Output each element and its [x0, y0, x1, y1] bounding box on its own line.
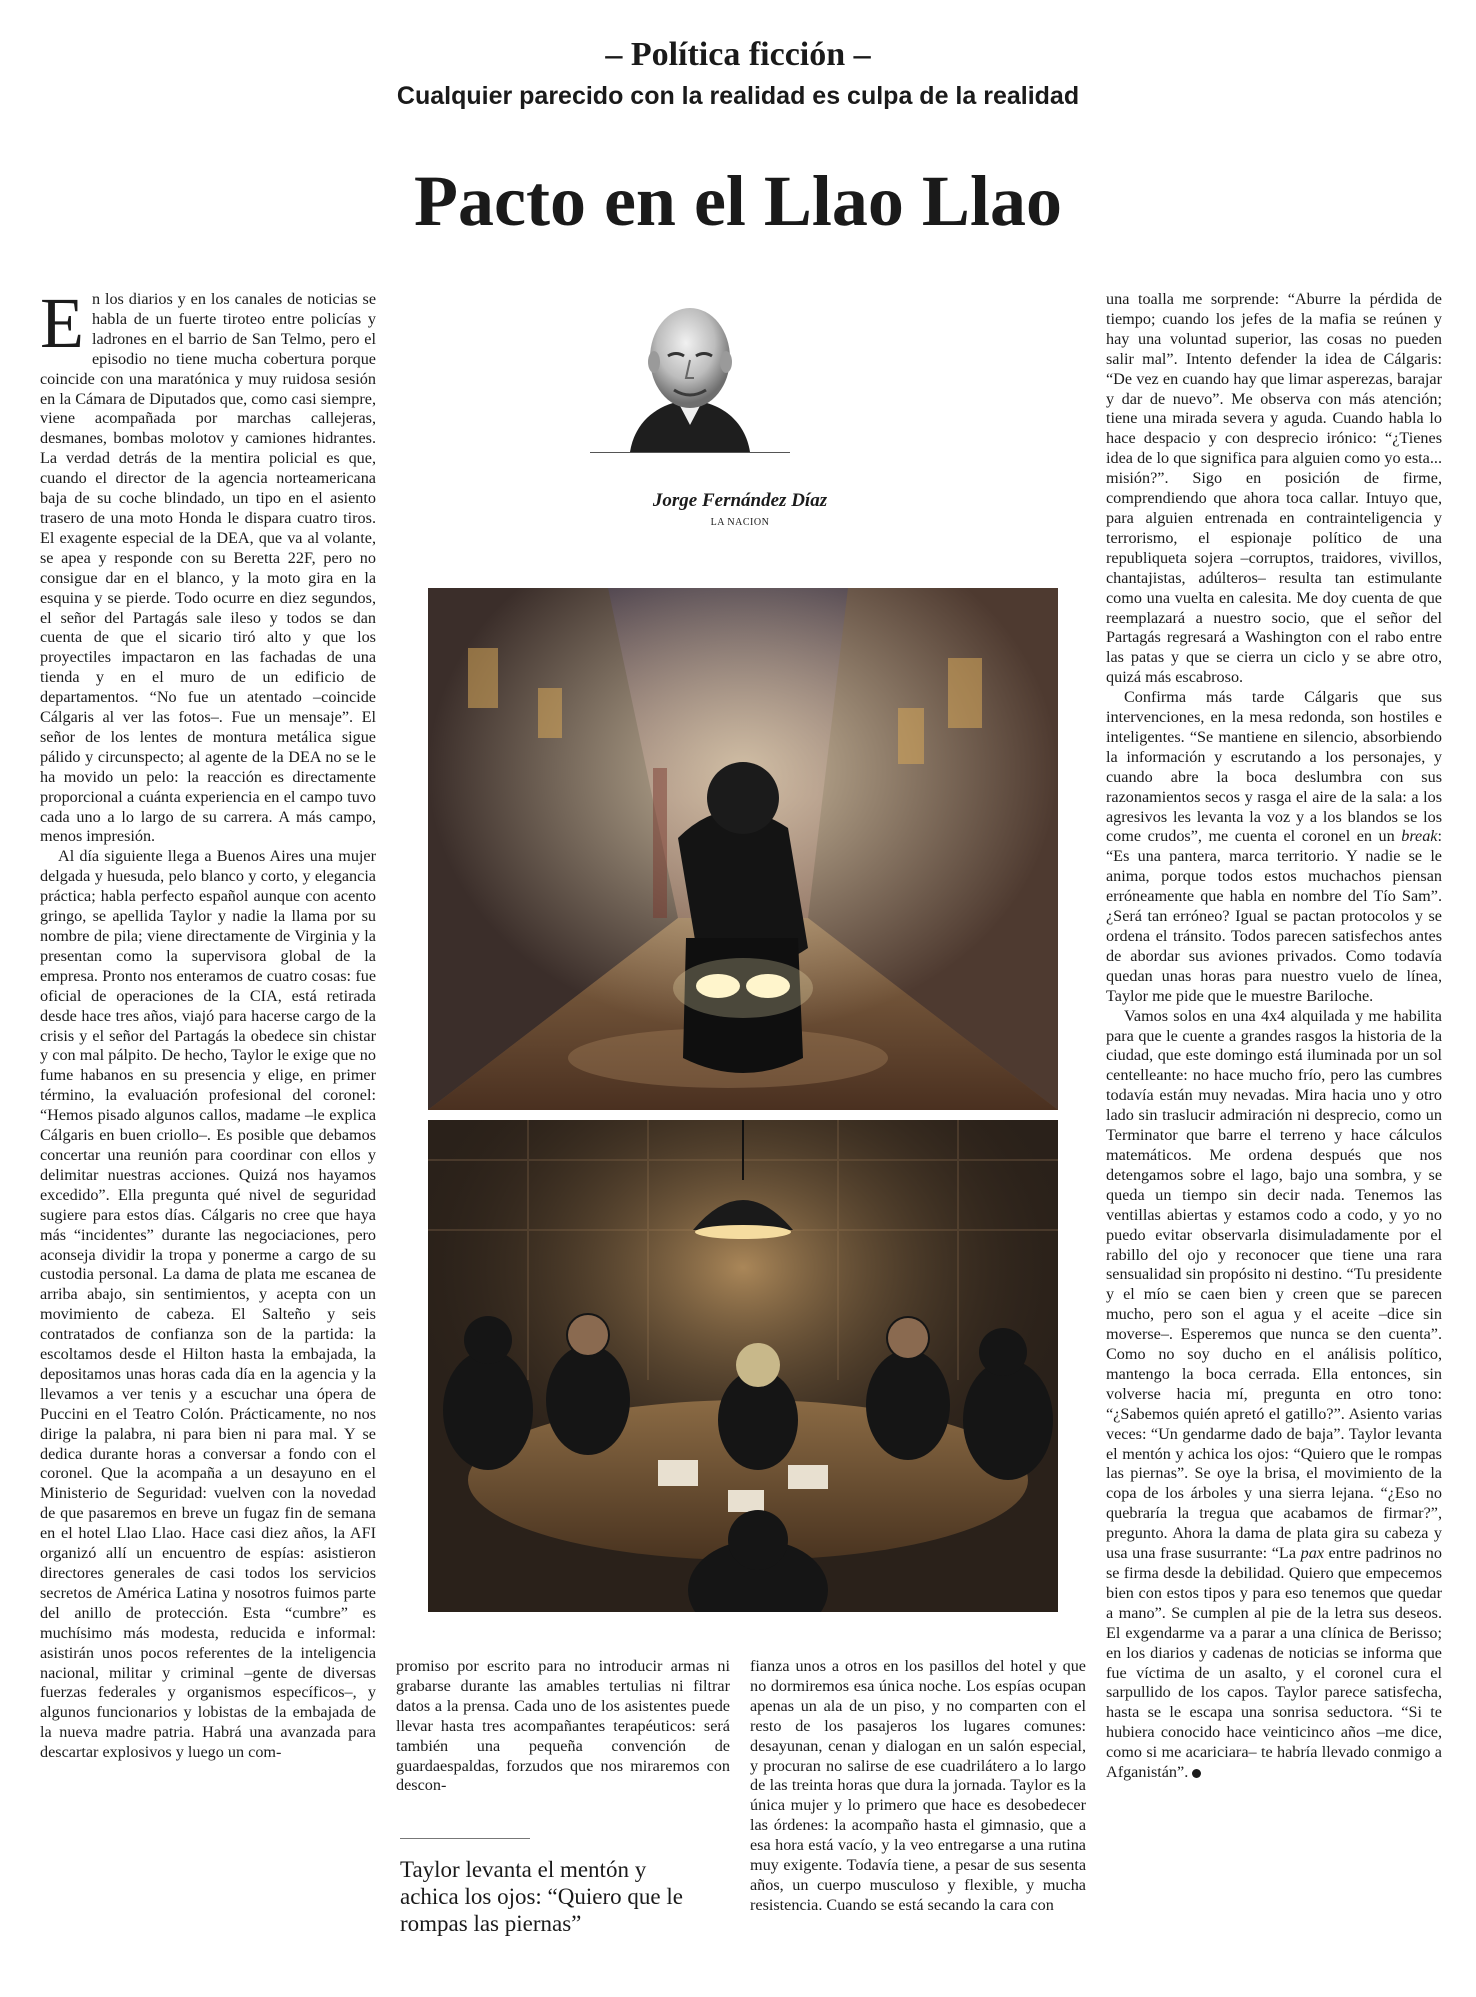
portrait-rule — [590, 452, 790, 453]
author-portrait — [590, 290, 790, 452]
pullquote: Taylor levanta el mentón y achica los ojos: “Quiero que le rompas las piernas” — [400, 1857, 683, 1936]
article-paragraph — [1106, 1007, 1442, 1783]
headline: Pacto en el Llao Llao — [414, 161, 1062, 241]
motorcycle-photo — [428, 588, 1058, 1110]
paragraph-text: entre padrinos no se firma desde la debilidad. Quiero que empecemos bien con estos tipos y para eso tenemos que quedar a mano”. Se cumplen al pie de la letra sus deseos. El exgendarme va a parar a una clínica de Berisso; en los diarios y cadenas de noticias se informa que fue víctima de un asalto, y el coronel cura el sarpullido de los capos. Taylor parece satisfecha, hasta se le escapa una sonrisa seductora. “Si te hubiera conocido hace veinticinco años –me dice, como si me acariciara– te habría llevado conmigo a Afganistán”. — [1106, 1544, 1442, 1782]
article-column-3 — [750, 1657, 1086, 1915]
italic-word: pax — [1300, 1544, 1324, 1563]
paragraph-text: : “Es una pantera, marca territorio. Y nadie se le anima, porque todos estos muchachos piensan erróneamente que habla en nombre del Tío Sam”. ¿Será tan erróneo? Igual se pactan protocolos y se ordena el tránsito. Todos parecen satisfechos antes de abordar sus aviones privados. Como todavía quedan unas horas para nuestro vuelo de línea, Taylor me pide que le muestre Bariloche. — [1106, 827, 1442, 1005]
pullquote-rule — [400, 1838, 530, 1839]
paragraph-text: Confirma más tarde Cálgaris que sus intervenciones, en la mesa redonda, son hostiles e inteligentes. “Se mantiene en silencio, absorbiendo la información y escrutando a los personajes, y cuando abre la boca deslumbra con sus razonamientos secos y rasga el aire de la sala: a los agresivos les levanta la voz y a los blandos se los come crudos”, me cuenta el coronel en un — [1106, 688, 1442, 846]
outlet-name: LA NACION — [710, 517, 770, 528]
italic-word: break — [1401, 827, 1438, 846]
section-title: – Política ficción – — [605, 36, 871, 73]
article-paragraph: Al día siguiente llega a Buenos Aires una mujer delgada y huesuda, pelo blanco y corto, y elegancia práctica; habla perfecto español aunque con acento gringo, se apellida Taylor y nadie la llama por su nombre de pila; viene directamente de Virginia y la presentan como la supervisora global de la empresa. Pronto nos enteramos de cuatro cosas: fue oficial de operaciones de la CIA, está retirada desde hace tres años, viajó para hacerse cargo de la crisis y el señor del Partagás la obedece sin chistar y con mal pálpito. De hecho, Taylor le exige que no fume habanos en su presencia y elige, en primer término, la evaluación profesional del coronel: “Hemos pisado algunos callos, madame –le explica Cálgaris en buen criollo–. Es posible que debamos concertar una reunión para coordinar con ellos y delimitar nuestras acciones. Quizá nos hayamos excedido”. Ella pregunta qué nivel de seguridad sugiere para estos días. Cálgaris no cree que haya más “incidentes” durante las negociaciones, pero aconseja dividir la tropa y ponerme a cargo de su custodia personal. La dama de plata me escanea de arriba abajo, sin sentimientos, y acepta con un movimiento de cabeza. El Salteño y seis contratados de confianza son de la partida: la escoltamos desde el Hilton hasta la embajada, la depositamos unas horas cada día en la agencia y la llevamos a ver tenis y a escuchar una ópera de Puccini en el Teatro Colón. Prácticamente, no nos dirige la palabra, ni para bien ni para mal. Y se dedica durante horas a conversar a fondo con el coronel. Que la acompaña a un desayuno en el Ministerio de Seguridad: vuelven con la novedad de que pasaremos en breve un fugaz fin de semana en el hotel Llao Llao. Hace casi diez años, la AFI organizó allí un encuentro de espías: asistieron directores generales de casi todos los servicios secretos de América Latina y nosotros fuimos parte del anillo de protección. Esta “cumbre” es muchísimo más modesta, reducida e informal: asistirán unos pocos referentes de la inteligencia nacional, militar y criminal –gente de diversas fuerzas federales y organismos específicos–, y algunos funcionarios y lobistas de la embajada de la nueva madre patria. Habrá una avanzada para descartar explosivos y luego un com- — [40, 847, 376, 1762]
author-byline: Jorge Fernández Díaz — [652, 490, 828, 511]
paragraph-text: Vamos solos en una 4x4 alquilada y me habilita para que le cuente a grandes rasgos la historia de la ciudad, que este domingo está iluminada por un sol centelleante: no hace mucho frío, pero las cumbres todavía están muy nevadas. Mira hacia uno y otro lado sin traslucir admiración ni desprecio, como un Terminator que barre el terreno y hace cálculos matemáticos. Me ordena después que nos detengamos sobre el lago, bajo una sombra, y se queda un tiempo sin decir nada. Tenemos las ventillas abiertas y estamos codo a codo, y yo no puedo evitar observarla disimuladamente por el rabillo del ojo y reconocer que tiene una rara sensualidad sin propósito ni destino. “Tu presidente y el mío se caen bien y creen que se parecen mucho, pero son el agua y el aceite –dice sin moverse–. Esperemos que nunca se den cuenta”. Como no soy ducho en el análisis político, mantengo la boca cerrada. Ella entonces, sin volverse hacia mí, pregunta en otro tono: “¿Sabemos quién apretó el gatillo?”. Asiento varias veces: “Un gendarme dado de baja”. Taylor levanta el mentón y achica los ojos: “Quiero que le rompas las piernas”. Se oye la brisa, el movimiento de la copa de los árboles y una sierra lejana. “¿Eso no quebraría la tregua que acabamos de firmar?”, pregunto. Ahora la dama de plata gira su cabeza y usa una frase susurrante: “La — [1106, 1006, 1442, 1563]
end-mark — [1192, 1769, 1201, 1778]
article-paragraph: promiso por escrito para no introducir armas ni grabarse durante las amables tertulias ni filtrar datos a la prensa. Cada uno de los asistentes puede llevar hasta tres acompañantes terapéuticos: será también una pequeña convención de guardaespaldas, forzudos que nos miraremos con descon- — [396, 1657, 730, 1795]
article-paragraph: una toalla me sorprende: “Aburre la pérdida de tiempo; cuando los jefes de la mafia se reúnen y hay una voluntad superior, las cosas no pueden salir mal”. Intento defender la idea de Cálgaris: “De vez en cuando hay que limar asperezas, barajar y dar de nuevo”. Me observa con más atención; tiene una mirada severa y aguda. Cuando habla lo hace despacio y con desprecio irónico: “¿Tienes idea de lo que significa para alguien como yo esta... misión?”. Sigo en posición de firme, comprendiendo que ahora toca callar. Intuyo que, para alguien entrenada en contrainteligencia y terrorismo, el espionaje político de una republiqueta sojera –corruptos, traidores, vivillos, chantajistas, adúlteros– resulta tan estimulante como una vuelta en calesita. Me doy cuenta de que reemplazará a nuestro socio, que el señor del Partagás regresará a Washington con el rabo entre las patas y que se cierra un ciclo y se abre otro, quizá más escabroso. — [1106, 290, 1442, 687]
meeting-photo — [428, 1120, 1058, 1612]
article-column-1 — [40, 290, 376, 1915]
article-paragraph — [1106, 688, 1442, 1007]
article-column-4 — [1106, 290, 1442, 1915]
section-tagline: Cualquier parecido con la realidad es culpa de la realidad — [396, 82, 1080, 110]
paragraph-text: n los diarios y en los canales de noticias se habla de un fuerte tiroteo entre policías y ladrones en el barrio de San Telmo, pero el episodio no tiene mucha cobertura porque coincide con una maratónica y muy ruidosa sesión en la Cámara de Diputados que, como casi siempre, viene acompañada por marchas callejeras, desmanes, bombas molotov y camiones hidrantes. La verdad detrás de la mentira policial es que, cuando el director de la agencia norteamericana baja de su coche blindado, un tipo en el asiento trasero de una moto Honda le dispara cuatro tiros. El exagente especial de la DEA, que va al volante, se apea y responde con su Beretta 22F, pero no consigue dar en el blanco, y la moto gira en la esquina y se pierde. Todo ocurre en diez segundos, el señor del Partagás sale ileso y todos se dan cuenta de que el sicario tiró alto y que los proyectiles impactaron en las fachadas de una tienda y en el muro de un edificio de departamentos. “No fue un atentado –coincide Cálgaris al ver las fotos–. Fue un mensaje”. El señor de los lentes de montura metálica sigue pálido y circunspecto; al agente de la DEA no se le ha movido un pelo: la reacción es directamente proporcional a cuánta experiencia en el campo tuvo cada uno a lo largo de su carrera. A más campo, menos impresión. — [40, 290, 376, 846]
article-paragraph: fianza unos a otros en los pasillos del hotel y que no dormiremos esa única noche. Los espías ocupan apenas un ala de un piso, y no comparten con el resto de los pasajeros los lugares comunes: desayunan, cenan y dialogan en un salón especial, y procuran no salirse de ese cuadrilátero a lo largo de las treinta horas que dura la jornada. Taylor es la única mujer y lo primero que hace es desobedecer las órdenes: la acompaño hasta el gimnasio, que a esa hora está vacío, y la veo entregarse a una rutina muy exigente. Todavía tiene, a pesar de sus sesenta años, un cuerpo musculoso y flexible, y mucha resistencia. Cuando se está secando la cara con — [750, 1657, 1086, 1914]
article-paragraph — [40, 290, 376, 847]
drop-cap: E — [40, 290, 84, 363]
